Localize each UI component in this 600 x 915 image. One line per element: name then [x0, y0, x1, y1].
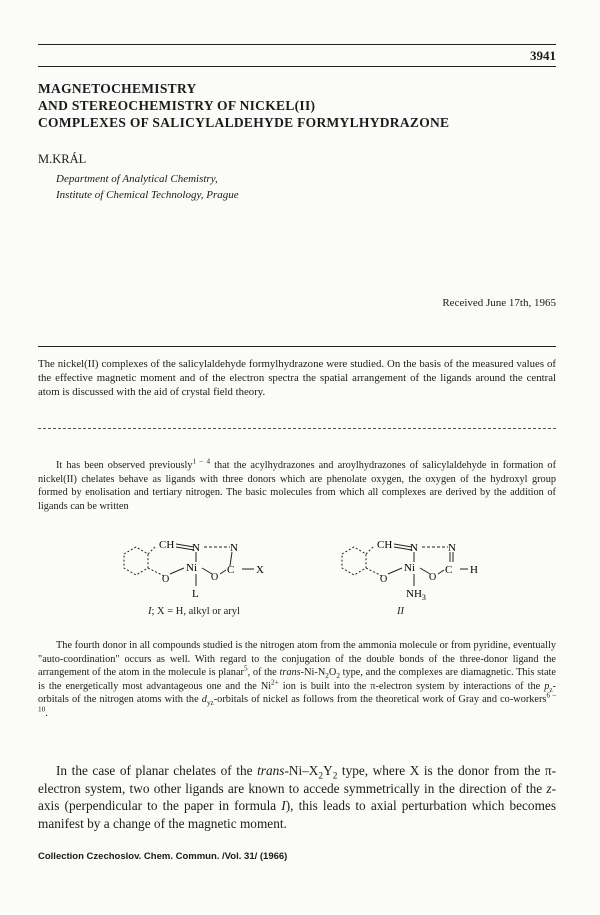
superscript: 2+ — [271, 678, 279, 687]
affiliation — [56, 171, 239, 203]
affiliation-line: Department of Analytical Chemistry, — [56, 173, 218, 185]
text-run: -Ni–X — [284, 763, 319, 778]
reference: 6 – 10 — [38, 691, 557, 714]
formula-n: N — [410, 542, 418, 554]
formula-l: L — [192, 588, 199, 600]
formula-o: O — [429, 572, 437, 583]
text-run: O — [328, 667, 337, 679]
top-rule — [38, 44, 556, 45]
formula-c: C — [227, 564, 235, 576]
text-run: z — [546, 780, 552, 796]
text-run: The fourth donor in all compounds studied is the nitrogen atom from the ammonia molecule or from pyridine, eventually "auto-coordination" occurs as well. With regard to the conjugation of the double bonds of the three-donor ligand the arrangement of the atom in the molecule is planar — [38, 640, 556, 679]
text-run: , of the — [247, 667, 280, 679]
text-run: -Ni-N — [300, 667, 326, 679]
title-line: AND STEREOCHEMISTRY OF NICKEL(II) — [38, 98, 316, 113]
text-run: -axis (perpendicular to the paper in formula — [38, 780, 556, 813]
formula-x: X — [256, 564, 264, 576]
formula-c: C — [445, 564, 453, 576]
formula-o: O — [162, 574, 170, 585]
subscript: 2 — [325, 672, 329, 681]
page-number: 3941 — [530, 48, 556, 63]
text-run: I — [281, 798, 286, 813]
header-rule — [38, 66, 556, 67]
text-run: p — [544, 680, 550, 692]
subscript: z — [549, 685, 553, 694]
author: M.KRÁL — [38, 152, 87, 166]
text-run: trans — [279, 667, 301, 679]
subscript: 2 — [332, 771, 338, 782]
affiliation-line: Institute of Chemical Technology, Prague — [56, 189, 239, 201]
text-run: d — [201, 694, 207, 706]
subscript: yz — [206, 699, 214, 708]
text-run: In the case of planar chelates of the — [56, 763, 258, 778]
text-run: -orbitals of nickel as follows from the theoretical work of Gray and co-workers — [213, 694, 547, 706]
article-title — [38, 80, 449, 131]
formula-n: N — [448, 542, 456, 554]
formula-ni: Ni — [186, 562, 197, 574]
formula-label-2 — [397, 606, 404, 617]
formula-label-1 — [148, 606, 240, 617]
formula-nh-text: NH — [406, 588, 422, 600]
text-run: type, and the complexes are diamagnetic. This state is the energetically most advantageous one and the Ni — [38, 667, 556, 692]
formula-n: N — [192, 542, 200, 554]
journal-footer: Collection Czechoslov. Chem. Commun. /Vol. 31/ (1966) — [38, 851, 288, 862]
formula-h: H — [470, 564, 478, 576]
formula-number: I — [148, 606, 152, 617]
structural-formula-2 — [330, 532, 500, 604]
abstract-bottom-rule — [38, 428, 556, 429]
text-run: . — [45, 707, 48, 719]
reference: 5 — [243, 664, 248, 673]
formula-o: O — [211, 572, 219, 583]
paragraph-planar-chelates — [38, 762, 556, 832]
title-line: COMPLEXES OF SALICYLALDEHYDE FORMYLHYDRAZONE — [38, 115, 450, 130]
abstract: The nickel(II) complexes of the salicylaldehyde formylhydrazone were studied. On the basis of the measured values of the effective magnetic moment and of the electron spectra the spatial arrangement of the ligands around the central atom is discussed with the aid of crystal field theory. — [38, 358, 556, 398]
paragraph-fourth-donor — [38, 639, 556, 721]
structural-formula-1 — [112, 532, 282, 602]
paragraph-intro — [38, 459, 556, 513]
subscript: 2 — [336, 672, 340, 681]
title-line: MAGNETOCHEMISTRY — [38, 81, 197, 96]
abstract-top-rule — [38, 346, 556, 347]
formula-ni: Ni — [404, 562, 415, 574]
text-run: -orbitals of the nitrogen atoms with the — [38, 680, 556, 706]
formula-nh-sub: 3 — [421, 593, 426, 602]
text-run: Y — [323, 763, 333, 778]
formula-n: N — [230, 542, 238, 554]
formula-ch: CH — [159, 539, 175, 551]
formula-number: II — [397, 606, 404, 617]
received-date: Received June 17th, 1965 — [442, 297, 556, 309]
formula-nh — [406, 588, 426, 602]
formula-o: O — [380, 574, 388, 585]
text-run: ion is built into the π-electron system by interactions of the — [278, 680, 545, 692]
reference: 1 – 4 — [192, 457, 211, 466]
formula-caption: ; X = H, alkyl or aryl — [151, 606, 240, 617]
formula-ch: CH — [377, 539, 393, 551]
text-run: that the acylhydrazones and aroylhydrazones of salicylaldehyde in formation of nickel(II) chelates behave as ligands with three donors which are phenolate oxygen, the oxygen of the hydroxyl group formed by enolisation and tertiary nitrogen. The basic molecules from which all complexes are derived by the addition of ligands can be written — [38, 460, 557, 512]
text-run: ), this leads to axial perturbation which becomes manifest by a change of the magnetic moment. — [38, 798, 556, 831]
text-run: It has been observed previously — [56, 460, 193, 471]
subscript: 2 — [318, 771, 324, 782]
text-run: type, where X is the donor from the π-electron system, two other ligands are known to accede symmetrically in the direction of the — [38, 763, 557, 796]
text-run: trans — [257, 763, 285, 778]
